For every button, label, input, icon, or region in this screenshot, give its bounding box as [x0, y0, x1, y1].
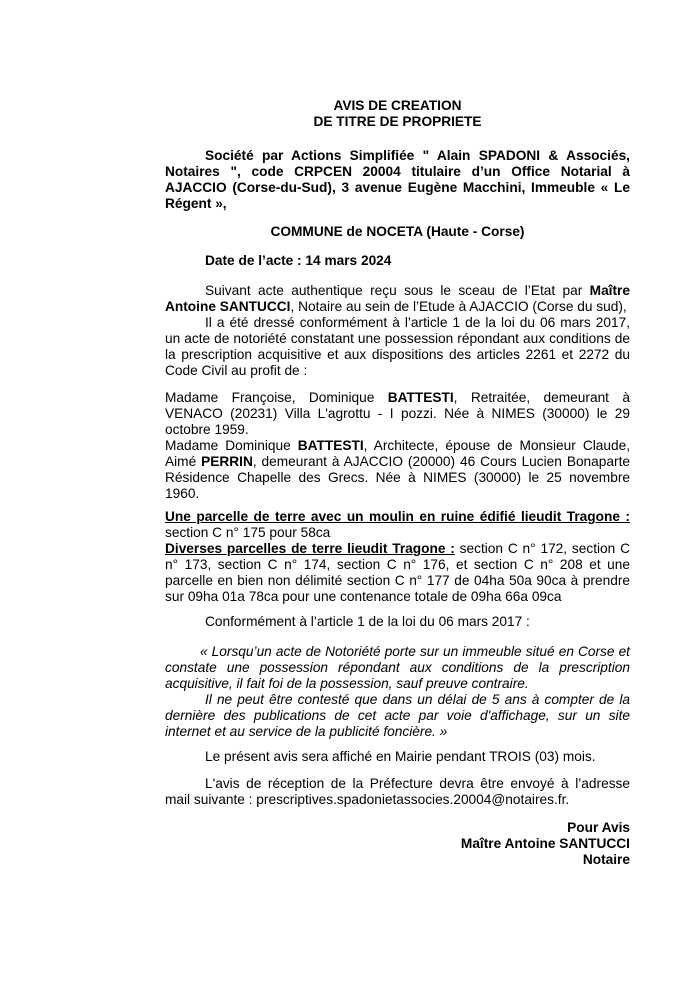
quote-paragraph-1: « Lorsqu’un acte de Notoriété porte sur un immeuble situé en Corse et constate une possession répondant aux conditions de la prescription acquisitive, il fait foi de la possession, sauf preuve contraire. — [165, 644, 630, 691]
acte-p1-tail: , Notaire au sein de l’Etude à AJACCIO (Corse du sud), — [290, 299, 627, 314]
acte-paragraph-1 — [165, 283, 630, 315]
document-title — [165, 98, 630, 130]
parcel-heading-2: Diverses parcelles de terre lieudit Tragone : — [165, 541, 455, 556]
parcel-line-1: section C n° 175 pour 58ca — [165, 525, 331, 540]
beneficiary-2-tail: , demeurant à AJACCIO (20000) 46 Cours Lucien Bonaparte Résidence Chapelle des Grecs. Née à NIMES (30000) le 25 novembre 1960. — [165, 454, 630, 501]
parcels-section — [165, 509, 630, 605]
beneficiary-2-spouse-surname: PERRIN — [201, 454, 253, 469]
signature-block — [165, 820, 630, 868]
society-paragraph: Société par Actions Simplifiée " Alain SPADONI & Associés, Notaires ", code CRPCEN 20004 titulaire d’un Office Notarial à AJACCIO (Corse-du-Sud), 3 avenue Eugène Macchini, Immeuble « Le Régent », — [165, 148, 630, 211]
beneficiary-2-text: Madame Dominique — [165, 438, 298, 453]
parcel-paragraph-2 — [165, 541, 630, 605]
conformement-line: Conformément à l’article 1 de la loi du 06 mars 2017 : — [205, 614, 530, 629]
notary-name: Maître Antoine SANTUCCI — [165, 283, 630, 314]
parcel-heading-1: Une parcelle de terre avec un moulin en ruine édifié lieudit Tragone : — [165, 509, 630, 524]
title-line-2: DE TITRE DE PROPRIETE — [313, 114, 482, 129]
signature-notary-name: Maître Antoine SANTUCCI — [460, 836, 630, 851]
beneficiary-1-surname: BATTESTI — [387, 390, 454, 405]
quote-paragraph-2: Il ne peut être contesté que dans un délai de 5 ans à compter de la dernière des publications de cet acte par voie d'affichage, sur un site internet et au service de la publicité foncière. » — [165, 692, 630, 739]
beneficiary-1-tail: , Retraitée, demeurant à VENACO (20231) Villa L'agrottu - I pozzi. Née à NIMES (30000) le 29 octobre 1959. — [165, 390, 630, 437]
signature-pour-avis: Pour Avis — [567, 820, 630, 835]
beneficiary-2-mid: , Architecte, épouse de Monsieur Claude, Aimé — [165, 438, 630, 469]
acte-paragraph-2: Il a été dressé conformément à l’article 1 de la loi du 06 mars 2017, un acte de notoriété constatant une possession répondant aux conditions de la prescription acquisitive et aux dispositions des articles 2261 et 2272 du Code Civil au profit de : — [165, 315, 630, 378]
signature-role: Notaire — [582, 852, 630, 867]
beneficiary-1-text: Madame Françoise, Dominique — [165, 390, 388, 405]
acte-p1-text: Suivant acte authentique reçu sous le sceau de l’Etat par — [205, 283, 590, 298]
beneficiary-2-surname: BATTESTI — [297, 438, 364, 453]
parcel-text-2: section C n° 172, section C n° 173, section C n° 174, section C n° 176, et section C n° 208 et une parcelle en bien non délimité section C n° 177 de 04ha 50a 90ca à prendre sur 09ha 01a 78ca pour une contenance totale de 09ha 66a 09ca — [165, 541, 630, 604]
title-line-1: AVIS DE CREATION — [333, 98, 462, 113]
beneficiary-paragraph-2 — [165, 438, 630, 502]
affichage-line: Le présent avis sera affiché en Mairie pendant TROIS (03) mois. — [205, 749, 596, 764]
date-line: Date de l’acte : 14 mars 2024 — [205, 253, 392, 268]
reception-paragraph: L'avis de réception de la Préfecture devra être envoyé à l’adresse mail suivante : prescriptives.spadonietassocies.20004@notaires.fr. — [165, 776, 630, 807]
commune-line: COMMUNE de NOCETA (Haute - Corse) — [270, 224, 525, 239]
beneficiary-paragraph-1 — [165, 390, 630, 438]
